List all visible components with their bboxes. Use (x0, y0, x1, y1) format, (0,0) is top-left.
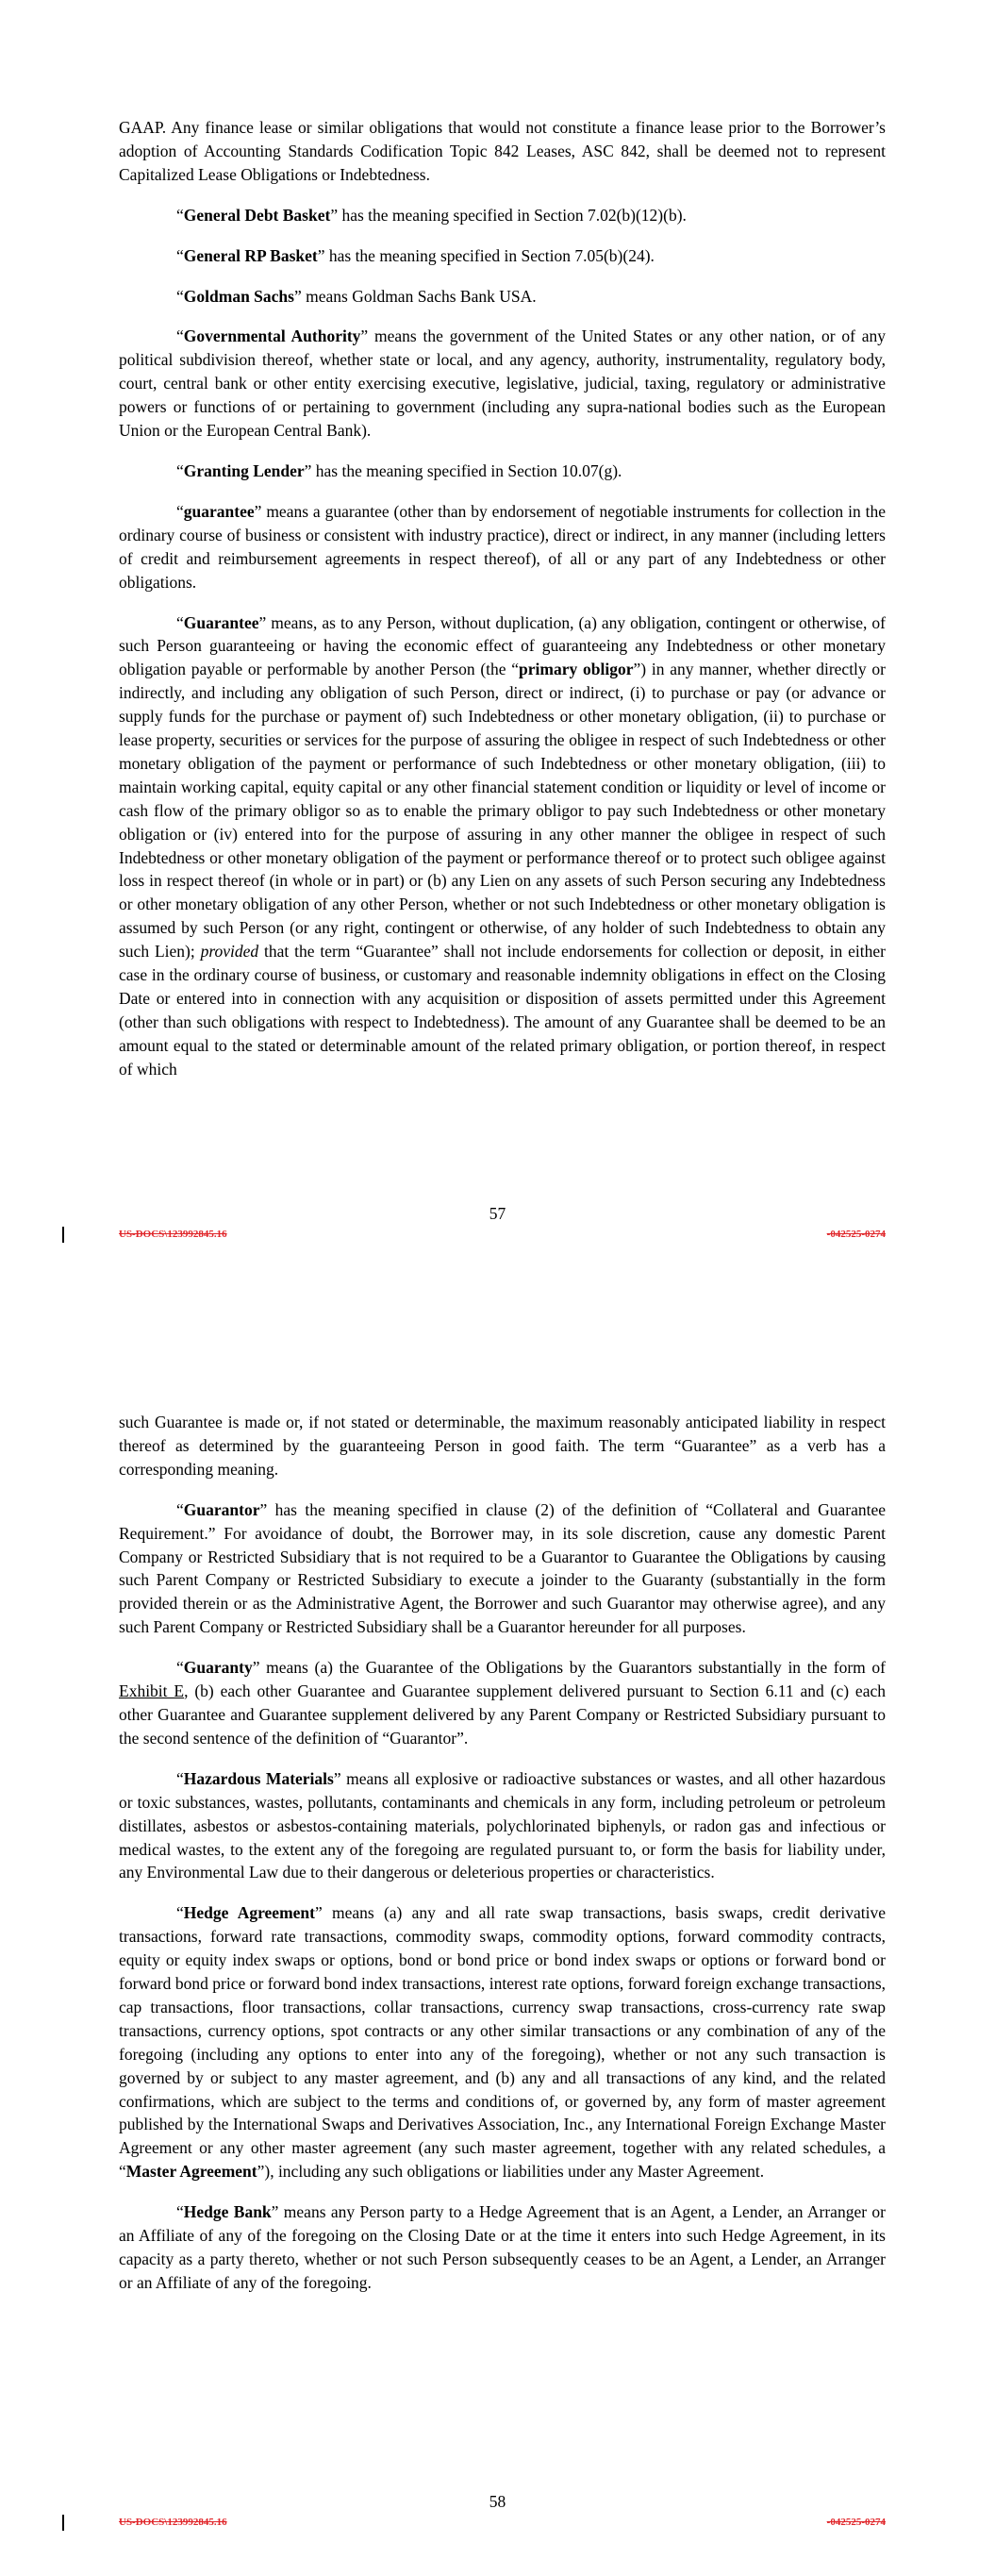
defined-term: Granting Lender (183, 460, 305, 480)
text-run: “ (176, 326, 184, 346)
defined-term: General Debt Basket (183, 205, 331, 225)
footer-doc-id: US-DOCS\123992845.16 (119, 2517, 227, 2528)
text-run: ” means Goldman Sachs Bank USA. (293, 286, 537, 306)
text-run: “ (176, 2202, 184, 2222)
definition-general-rp-basket (119, 244, 886, 268)
defined-term: Goldman Sachs (183, 286, 294, 306)
text-run: “ (176, 1658, 184, 1678)
definition-guaranty (119, 1656, 886, 1750)
text-run: ” has the meaning specified in clause (2) of the definition of “Collateral and Guarantee Requirement.” For avoidance of doubt, the Borrower may, in its sole discretion, cause any domestic Parent Company or Restricted Subsidiary that is not required to be a Guarantor to Guarantee the Obligations by causing such Parent Company or Restricted Subsidiary to execute a joinder to the Guaranty (substantially in the form provided therein or as the Administrative Agent, the Borrower and such Guarantor may otherwise agree), and any such Parent Company or Restricted Subsidiary shall be a Guarantor hereunder for all purposes. (119, 1499, 886, 1637)
page-body (119, 1411, 886, 2312)
text-run: ”), including any such obligations or liabilities under any Master Agreement. (257, 2162, 765, 2182)
definition-hazardous-materials (119, 1767, 886, 1885)
text-run: ” has the meaning specified in Section 10.07(g). (304, 460, 622, 480)
text-run: “ (176, 460, 184, 480)
text-run: that the term “Guarantee” shall not include endorsements for collection or deposit, in either case in the ordinary course of business, or customary and reasonable indemnity obligations in effect on the Closing Date or entered into in connection with any acquisition or disposition of assets permitted under this Agreement (other than such obligations with respect to Indebtedness). The amount of any Guarantee shall be deemed to be an amount equal to the stated or determinable amount of the related primary obligation, or portion thereof, in respect of which (119, 942, 886, 1079)
definition-guarantee (119, 611, 886, 1081)
footer-doc-ref: -042525-0274 (826, 1229, 886, 1240)
defined-term: guarantee (183, 501, 255, 521)
page-number: 57 (489, 1204, 506, 1223)
text-run: “ (176, 245, 184, 265)
text-run: “ (176, 1499, 184, 1519)
document-page-58 (0, 1288, 995, 2576)
defined-term: Guaranty (183, 1658, 253, 1678)
text-run: such Guarantee is made or, if not stated or determinable, the maximum reasonably anticipated liability in respect thereof as determined by the guaranteeing Person in good faith. The term “Guarantee” as a verb has a corresponding meaning. (119, 1413, 886, 1479)
text-run: “ (176, 286, 184, 306)
text-run: , (b) each other Guarantee and Guarantee supplement delivered pursuant to Section 6.11 and (c) each other Guarantee and Guarantee supplement delivered by any Parent Company or Restricted Subsidiary pursuant to the second sentence of the definition of “Guarantor”. (119, 1681, 886, 1748)
page-footer (0, 1229, 995, 1246)
definition-guarantor (119, 1498, 886, 1639)
text-run: ” means all explosive or radioactive substances or wastes, and all other hazardous or toxic substances, wastes, pollutants, contaminants and chemicals in any form, including petroleum or petroleum distillates, asbestos or asbestos-containing materials, polychlorinated biphenyls, or radon gas and infectious or medical wastes, to the extent any of the foregoing are regulated pursuant to, or form the basis for liability under, any Environmental Law due to their dangerous or deleterious properties or characteristics. (119, 1768, 886, 1882)
defined-term: Master Agreement (125, 2162, 257, 2182)
definition-goldman-sachs (119, 285, 886, 309)
text-run: “ (176, 205, 184, 225)
text-run: “ (176, 1768, 184, 1788)
defined-term: Governmental Authority (183, 326, 361, 346)
text-run: ” means (a) any and all rate swap transactions, basis swaps, credit derivative transactions, forward rate transactions, commodity swaps, commodity options, forward commodity contracts, equity or equity index swaps or options, bond or bond price or bond index swaps or options or forward bond or forward bond price or forward bond index transactions, interest rate options, forward foreign exchange transactions, cap transactions, floor transactions, collar transactions, currency swap transactions, cross-currency rate swap transactions, currency options, spot contracts or any other similar transactions or any combination of any of the foregoing (including any options to enter into any of the foregoing), whether or not any such transaction is governed by or subject to any master agreement, and (b) any and all transactions of any kind, and the related confirmations, which are subject to the terms and conditions of, or governed by, any form of master agreement published by the International Swaps and Derivatives Association, Inc., any International Foreign Exchange Master Agreement or any other master agreement (any such master agreement, together with any related schedules, a “ (119, 1903, 886, 2182)
defined-term: Guarantor (183, 1499, 260, 1519)
page-body (119, 116, 886, 1098)
text-run: ” means (a) the Guarantee of the Obligations by the Guarantors substantially in the form of (252, 1658, 886, 1678)
defined-term: Hedge Agreement (183, 1903, 315, 1923)
text-run: ” has the meaning specified in Section 7.05(b)(24). (317, 245, 655, 265)
text-run: ” has the meaning specified in Section 7.02(b)(12)(b). (330, 205, 687, 225)
page-number: 58 (489, 2492, 506, 2511)
defined-term: Hazardous Materials (183, 1768, 334, 1788)
text-run: “ (176, 501, 184, 521)
defined-term: primary obligor (519, 660, 634, 679)
defined-term: Hedge Bank (183, 2202, 272, 2222)
definition-general-debt-basket (119, 204, 886, 227)
exhibit-reference: Exhibit E (119, 1681, 185, 1701)
change-bar (62, 1227, 64, 1243)
text-run: ”) in any manner, whether directly or indirectly, and including any obligation of such Person, direct or indirect, (i) to purchase or pay (or advance or supply funds for the purchase or payment of) such Indebtedness or other monetary obligation, (ii) to purchase or lease property, securities or services for the purpose of assuring the obligee in respect of such Indebtedness or other monetary obligation of the payment or performance of such Indebtedness or other monetary obligation, (iii) to maintain working capital, equity capital or any other financial statement condition or liquidity or level of income or cash flow of the primary obligor so as to enable the primary obligor to pay such Indebtedness or other monetary obligation or (iv) entered into for the purpose of assuring in any other manner the obligee in respect of such Indebtedness or other monetary obligation of the payment or performance thereof or to protect such obligee against loss in respect thereof (in whole or in part) or (b) any Lien on any assets of such Person securing any Indebtedness or other monetary obligation of any other Person, whether or not such Indebtedness or other monetary obligation is assumed by such Person (or any right, contingent or otherwise, of any holder of such Indebtedness to obtain any such Lien); (119, 660, 886, 962)
change-bar (62, 2515, 64, 2531)
paragraph (119, 1411, 886, 1481)
text-run: “ (176, 612, 184, 632)
page-footer (0, 2517, 995, 2534)
definition-governmental-authority (119, 325, 886, 443)
text-run: ” means any Person party to a Hedge Agreement that is an Agent, a Lender, an Arranger or an Affiliate of any of the foregoing on the Closing Date or at the time it enters into such Hedge Agreement, in its capacity as a party thereto, whether or not such Person subsequently ceases to be an Agent, a Lender, an Arranger or an Affiliate of any of the foregoing. (119, 2202, 886, 2292)
paragraph (119, 116, 886, 187)
text-run: “ (176, 1903, 184, 1923)
emphasis: provided (200, 942, 259, 962)
definition-hedge-bank (119, 2200, 886, 2295)
text-run: ” means the government of the United States or any other nation, or of any political subdivision thereof, whether state or local, and any agency, authority, instrumentality, regulatory body, court, central bank or other entity exercising executive, legislative, judicial, taxing, regulatory or administrative powers or functions of or pertaining to government (including any supra-national bodies such as the European Union or the European Central Bank). (119, 326, 886, 441)
defined-term: Guarantee (183, 612, 259, 632)
definition-granting-lender (119, 460, 886, 483)
text-run: GAAP. Any finance lease or similar obligations that would not constitute a finance lease prior to the Borrower’s adoption of Accounting Standards Codification Topic 842 Leases, ASC 842, shall be deemed not to represent Capitalized Lease Obligations or Indebtedness. (119, 118, 886, 184)
text-run: ” means, as to any Person, without duplication, (a) any obligation, contingent or otherwise, of such Person guaranteeing or having the economic effect of guaranteeing any Indebtedness or other monetary obligation payable or performable by another Person (the “ (119, 612, 886, 679)
text-run: ” means a guarantee (other than by endorsement of negotiable instruments for collection in the ordinary course of business or consistent with industry practice), direct or indirect, in any manner (including letters of credit and reimbursement agreements in respect thereof), of all or any part of any Indebtedness or other obligations. (119, 501, 886, 592)
footer-doc-ref: -042525-0274 (826, 2517, 886, 2528)
definition-guarantee-lowercase (119, 500, 886, 594)
footer-doc-id: US-DOCS\123992845.16 (119, 1229, 227, 1240)
definition-hedge-agreement (119, 1901, 886, 2183)
defined-term: General RP Basket (183, 245, 318, 265)
